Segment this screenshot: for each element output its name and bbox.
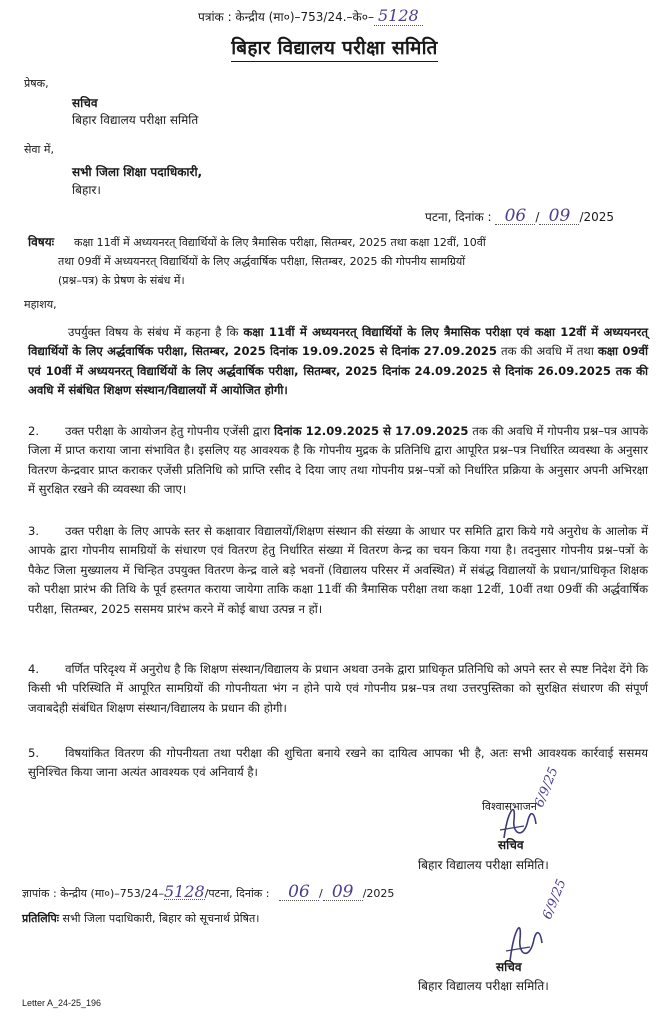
- sender-name: सचिव: [72, 96, 98, 110]
- subject-line-2: तथा 09वीं में अध्ययनरत् विद्यार्थियों के लिए अर्द्धवार्षिक परीक्षा, सितम्बर, 2025 की गोपनीय सामग्रियों: [58, 255, 466, 268]
- para2-text-b: तक की अवधि में गोपनीय प्रश्न–पत्र आपके जिला में प्राप्त कराया जाना संभावित है। इसलिए यह आवश्यक है कि गोपनीय मुद्रक के प्रतिनिधि द्वारा आपूरित प्रश्न–पत्र निर्धारित व्यवस्था के अनुसार वितरण केन्द्रवार प्राप्त कराकर एजेंसी प्रतिनिधि को प्राप्ति रसीद दे दिया जाए तथा गोपनीय प्रश्न–पत्रों को निर्धारित प्रक्रिया के अनुसार अपनी अभिरक्षा में सुरक्षित रखने की व्यवस्था की जाए।: [28, 424, 648, 497]
- para4-text: वर्णित परिदृश्य में अनुरोध है कि शिक्षण संस्थान/विद्यालय के प्रधान अथवा उनके द्वारा प्राधिकृत प्रतिनिधि को अपने स्तर से स्पष्ट निदेश देंगे कि किसी भी परिस्थिति में आपूरित सामग्रियों की गोपनीयता भंग न होने पाये एवं गोपनीय प्रश्न–पत्र तथा उत्तरपुस्तिका को सुरक्षित संधारण की संपूर्ण जवाबदेही संबंधित शिक्षण संस्थान/विद्यालय के प्रधान की होगी।: [28, 662, 648, 715]
- sender-label: प्रेषक,: [24, 77, 49, 90]
- signature-1-org: बिहार विद्यालय परीक्षा समिति।: [418, 858, 549, 872]
- memo-line: ज्ञापांक : केन्द्रीय (मा०)–753/24–5128/पटना, दिनांक : 06 / 09 /2025: [22, 882, 395, 902]
- salutation: महाशय,: [24, 298, 57, 311]
- closing-text: विश्वासभाजन: [482, 800, 537, 813]
- letter-number-handwritten: 5128: [374, 6, 423, 26]
- memo-month: 09: [323, 885, 363, 901]
- para1-text-a: उपर्युक्त विषय के संबंध में कहना है कि: [68, 325, 244, 339]
- memo-year: /2025: [362, 887, 395, 900]
- signature-2-date: 6/9/25: [540, 877, 570, 922]
- memo-prefix: ज्ञापांक : केन्द्रीय (मा०)–753/24–: [22, 887, 164, 900]
- letter-number-line: [198, 8, 423, 25]
- paragraph-2: [28, 422, 648, 500]
- para3-text: उक्त परीक्षा के लिए आपके स्तर से कक्षावार विद्यालयों/शिक्षण संस्थान की संख्या के आधार पर समिति द्वारा किये गये अनुरोध के आलोक में आपके द्वारा गोपनीय सामग्रियों के संधारण एवं वितरण हेतु निर्धारित संख्या में वितरण केन्द्र का चयन किया गया है। तदनुसार गोपनीय प्रश्न–पत्रों के पैकेट जिला मुख्यालय में चिन्हित उपयुक्त वितरण केन्द्र वाले बड़े भवनों (विद्यालय परिसर में अवस्थित) में संबंद्ध विद्यालयों के प्रधान/प्राधिकृत शिक्षक को परीक्षा प्रारंभ की तिथि के पूर्व हस्तगत कराया जायेगा ताकि कक्षा 11वीं की त्रैमासिक परीक्षा तथा कक्षा 12वीं, 10वीं तथा 09वीं की अर्द्धवार्षिक परीक्षा, सितम्बर, 2025 ससमय प्रारंभ करने में कोई बाधा उत्पन्न न हों।: [28, 524, 648, 616]
- subject-line-1: कक्षा 11वीं में अध्ययनरत् विद्यार्थियों के लिए त्रैमासिक परीक्षा, सितम्बर, 2025 तथा कक्षा 12वीं, 10वीं: [74, 236, 486, 249]
- copy-text: सभी जिला पदाधिकारी, बिहार को सूचनार्थ प्रेषित।: [62, 912, 260, 925]
- signature-2-org: बिहार विद्यालय परीक्षा समिति।: [418, 979, 549, 993]
- para3-number: 3.: [28, 524, 40, 538]
- para1-bold-b: कक्षा 09वीं एवं 10वीं में अध्ययनरत् विद्यार्थियों के लिए अर्द्धवार्षिक परीक्षा, सितम्बर, 2025 दिनांक 24.09.2025 से दिनांक 26.09.2025 तक की अवधि में संबंधित शिक्षण संस्थान/विद्यालयों में आयोजित होगी।: [28, 344, 649, 398]
- memo-number: 5128: [164, 882, 205, 901]
- signature-1-date: 6/9/25: [532, 765, 562, 810]
- signature-1-designation: सचिव: [498, 838, 524, 852]
- sender-org: बिहार विद्यालय परीक्षा समिति: [72, 113, 199, 127]
- memo-day: 06: [279, 885, 319, 901]
- para1-bold-a: कक्षा 11वीं में अध्ययनरत् विद्यार्थियों के लिए त्रैमासिक परीक्षा एवं कक्षा 12वीं में अध्ययनरत् विद्यार्थियों के लिए अर्द्धवार्षिक परीक्षा, सितम्बर, 2025 दिनांक 19.09.2025 से दिनांक 27.09.2025: [28, 325, 648, 359]
- date-line: पटना, दिनांक : 06 / 09 /2025: [425, 206, 615, 226]
- para2-text-a: उक्त परीक्षा के आयोजन हेतु गोपनीय एजेंसी द्वारा: [65, 424, 275, 438]
- letter-number-prefix: पत्रांक : केन्द्रीय (मा०)–753/24.–के०–: [198, 10, 374, 24]
- para5-text: विषयांकित वितरण की गोपनीयता तथा परीक्षा की शुचिता बनाये रखने का दायित्व आपका भी है, अतः सभी आवश्यक कार्रवाई ससमय सुनिश्चित किया जाना अत्यंत आवश्यक एवं अनिवार्य है।: [28, 746, 648, 780]
- paragraph-3: [28, 522, 648, 619]
- date-day: 06: [495, 208, 535, 225]
- date-month: 09: [539, 208, 579, 225]
- date-prefix: पटना, दिनांक :: [425, 210, 492, 224]
- recipient-place: बिहार।: [72, 183, 101, 197]
- recipient-label: सेवा में,: [24, 143, 54, 156]
- para2-bold-date: दिनांक 12.09.2025 से 17.09.2025: [274, 424, 469, 438]
- para1-text-b: तक की अवधि में तथा: [497, 344, 598, 359]
- para5-number: 5.: [28, 746, 40, 760]
- para2-number: 2.: [28, 424, 40, 438]
- copy-label: प्रतिलिपिः: [22, 912, 60, 925]
- footer-code: Letter A_24-25_196: [22, 998, 102, 1008]
- memo-middle: /पटना, दिनांक :: [204, 887, 270, 900]
- recipient-name: सभी जिला शिक्षा पदाधिकारी,: [72, 165, 203, 179]
- signature-2-designation: सचिव: [496, 960, 522, 974]
- copy-line: [22, 911, 259, 926]
- subject-label: विषयः: [28, 235, 55, 249]
- page-title: बिहार विद्यालय परीक्षा समिति: [0, 34, 669, 60]
- subject-line-3: (प्रश्न–पत्र) के प्रेषण के संबंध में।: [58, 274, 185, 287]
- paragraph-4: [28, 660, 648, 718]
- paragraph-1: [28, 323, 648, 401]
- para4-number: 4.: [28, 662, 40, 676]
- date-year: /2025: [579, 210, 615, 224]
